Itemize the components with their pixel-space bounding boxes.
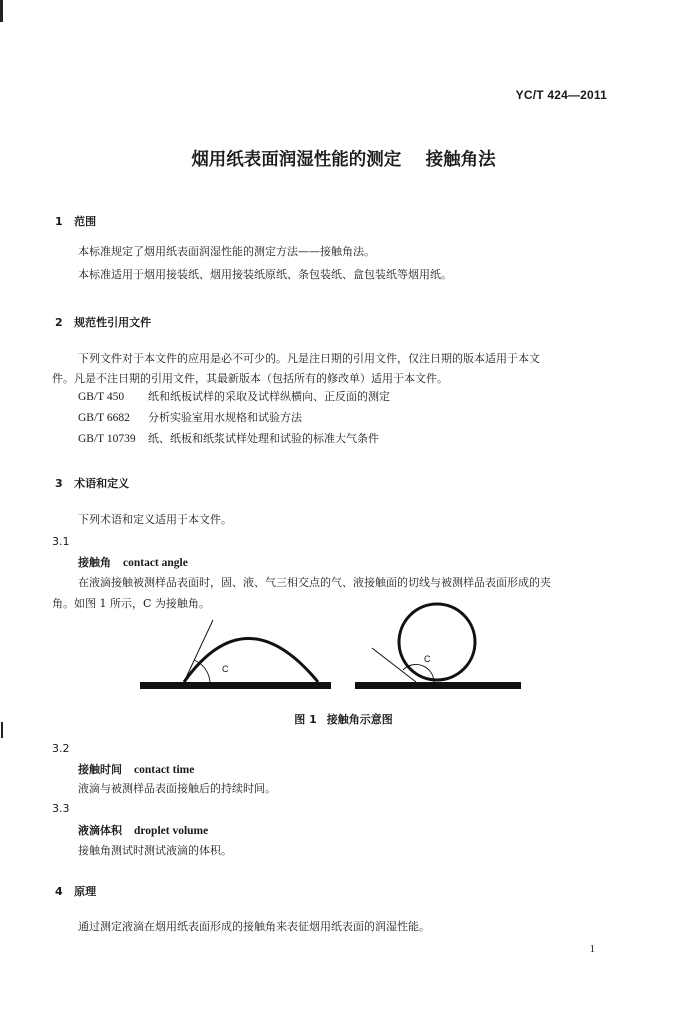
term-english: contact angle — [123, 557, 188, 569]
definition: 液滴与被测样品表面接触后的持续时间。 — [78, 782, 276, 795]
section-number: 2 — [55, 316, 63, 329]
term-number: 3.3 — [52, 802, 70, 815]
section-title: 术语和定义 — [74, 477, 130, 490]
normative-reference — [78, 411, 302, 425]
sample-surface-right — [355, 682, 521, 689]
angle-arc-left — [194, 660, 210, 682]
term-entry — [78, 554, 188, 570]
reference-code: GB/T 450 — [78, 391, 125, 403]
term-entry — [78, 822, 208, 838]
section-number: 3 — [55, 477, 63, 490]
reference-title: 纸和纸板试样的采取及试样纵横向、正反面的测定 — [148, 390, 390, 403]
section-number: 1 — [55, 215, 63, 228]
paragraph: 本标准适用于烟用接装纸、烟用接装纸原纸、条包装纸、盒包装纸等烟用纸。 — [78, 268, 452, 281]
standard-code: YC/T 424—2011 — [515, 88, 607, 102]
paragraph: 通过测定液滴在烟用纸表面形成的接触角来表征烟用纸表面的润湿性能。 — [78, 920, 430, 933]
sample-surface-left — [140, 682, 331, 689]
term-english: contact time — [134, 764, 195, 776]
figure-caption-text: 接触角示意图 — [326, 713, 393, 726]
droplet-left — [184, 639, 318, 683]
figure-caption — [0, 711, 687, 727]
definition: 在液滴接触被测样品表面时，固、液、气三相交点的气、液接触面的切线与被测样品表面形成的夹 — [78, 576, 551, 589]
figure-label: 图 1 — [294, 713, 317, 726]
section-3-heading — [55, 475, 129, 491]
angle-label-left: C — [222, 664, 229, 674]
paragraph: 下列术语和定义适用于本文件。 — [78, 513, 232, 526]
paragraph: 下列文件对于本文件的应用是必不可少的。凡是注日期的引用文件，仅注日期的版本适用于本文 — [78, 352, 540, 365]
term-chinese: 接触角 — [78, 556, 111, 569]
normative-reference — [78, 390, 390, 404]
section-2-heading — [55, 314, 151, 330]
contact-angle-figure — [0, 600, 687, 700]
reference-code: GB/T 10739 — [78, 433, 136, 445]
reference-code: GB/T 6682 — [78, 412, 130, 424]
section-title: 规范性引用文件 — [74, 316, 152, 329]
term-entry — [78, 761, 194, 777]
section-4-heading — [55, 883, 96, 899]
paragraph: 件。凡是不注日期的引用文件，其最新版本（包括所有的修改单）适用于本文件。 — [52, 372, 448, 385]
angle-label-right: C — [424, 654, 431, 664]
tangent-line-right — [372, 648, 416, 682]
term-english: droplet volume — [134, 825, 209, 837]
section-title: 范围 — [74, 215, 97, 228]
page-number: 1 — [589, 943, 595, 955]
term-number: 3.1 — [52, 535, 70, 548]
tangent-line-left — [184, 620, 213, 682]
section-title: 原理 — [74, 885, 97, 898]
reference-title: 纸、纸板和纸浆试样处理和试验的标准大气条件 — [148, 432, 379, 445]
paragraph: 本标准规定了烟用纸表面润湿性能的测定方法——接触角法。 — [78, 245, 375, 258]
section-1-heading — [55, 213, 96, 229]
scan-edge-mark — [0, 0, 3, 22]
term-chinese: 接触时间 — [78, 763, 122, 776]
page-title: 烟用纸表面润湿性能的测定 接触角法 — [191, 150, 496, 170]
reference-title: 分析实验室用水规格和试验方法 — [148, 411, 302, 424]
normative-reference — [78, 432, 379, 446]
term-chinese: 液滴体积 — [78, 824, 122, 837]
definition: 角。如图 1 所示，C 为接触角。 — [52, 597, 210, 610]
section-number: 4 — [55, 885, 63, 898]
term-number: 3.2 — [52, 742, 70, 755]
definition: 接触角测试时测试液滴的体积。 — [78, 844, 232, 857]
droplet-right — [399, 604, 475, 680]
